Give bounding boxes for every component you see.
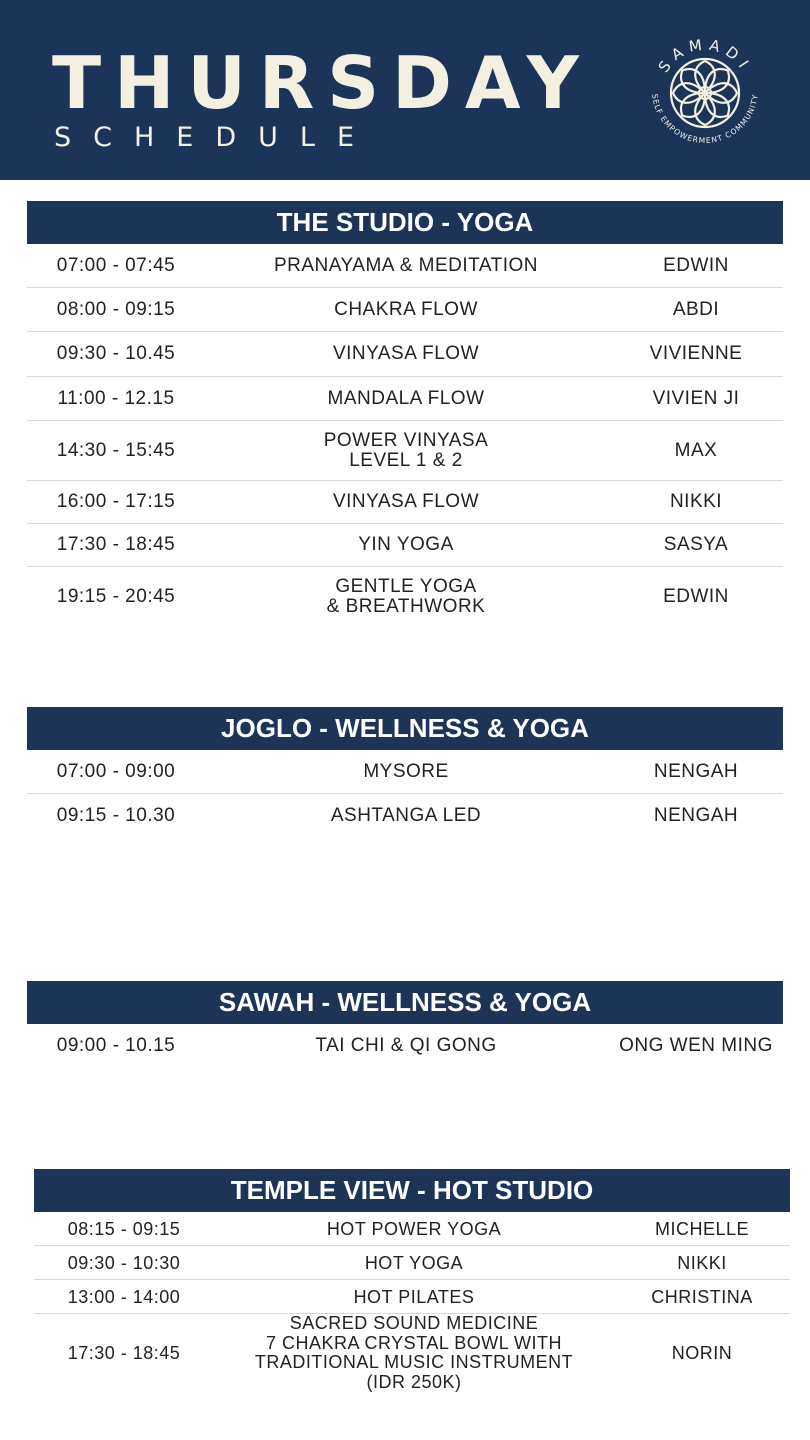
class-cell: POWER VINYASA LEVEL 1 & 2 bbox=[323, 429, 489, 471]
logo-tagline-text: SELF EMPOWERMENT COMMUNITY bbox=[650, 93, 760, 146]
header-banner bbox=[0, 0, 810, 180]
teacher-cell: ONG WEN MING bbox=[619, 1035, 773, 1056]
table-row bbox=[34, 1212, 790, 1246]
teacher-cell: VIVIEN JI bbox=[652, 387, 740, 409]
time-cell: 13:00 - 14:00 bbox=[67, 1286, 181, 1307]
time-cell: 09:15 - 10.30 bbox=[56, 805, 176, 826]
table-row bbox=[27, 1024, 783, 1068]
table-row bbox=[34, 1280, 790, 1314]
table-row bbox=[27, 332, 783, 377]
class-cell: HOT PILATES bbox=[353, 1286, 475, 1307]
class-cell: VINYASA FLOW bbox=[332, 343, 480, 364]
teacher-cell: EDWIN bbox=[663, 586, 729, 607]
table-row bbox=[27, 524, 783, 567]
page-subtitle: SCHEDULE bbox=[54, 122, 377, 153]
teacher-cell: MICHELLE bbox=[654, 1218, 750, 1239]
teacher-cell: ABDI bbox=[672, 298, 720, 320]
table-row bbox=[27, 567, 783, 627]
time-cell: 09:30 - 10.45 bbox=[56, 343, 176, 364]
class-cell: MYSORE bbox=[363, 760, 449, 782]
teacher-cell: CHRISTINA bbox=[651, 1286, 753, 1307]
time-cell: 16:00 - 17:15 bbox=[56, 491, 176, 512]
class-cell: CHAKRA FLOW bbox=[334, 298, 478, 320]
table-row bbox=[27, 377, 783, 421]
section-the-studio bbox=[27, 201, 783, 627]
class-cell: HOT POWER YOGA bbox=[326, 1218, 502, 1239]
time-cell: 09:00 - 10.15 bbox=[56, 1035, 176, 1056]
class-cell: TAI CHI & QI GONG bbox=[315, 1035, 497, 1056]
time-cell: 14:30 - 15:45 bbox=[56, 439, 176, 461]
teacher-cell: MAX bbox=[674, 439, 718, 461]
section-title: JOGLO - WELLNESS & YOGA bbox=[27, 707, 783, 750]
page-title: THURSDAY bbox=[52, 41, 592, 125]
logo-brand-text: SAMADI bbox=[654, 35, 756, 76]
section-joglo bbox=[27, 707, 783, 838]
time-cell: 07:00 - 07:45 bbox=[56, 254, 176, 276]
class-cell: VINYASA FLOW bbox=[332, 491, 480, 512]
teacher-cell: NENGAH bbox=[653, 760, 739, 782]
teacher-cell: EDWIN bbox=[663, 254, 729, 276]
time-cell: 19:15 - 20:45 bbox=[56, 586, 176, 607]
teacher-cell: NORIN bbox=[671, 1343, 733, 1363]
table-row bbox=[27, 750, 783, 794]
time-cell: 08:15 - 09:15 bbox=[67, 1218, 181, 1239]
class-cell: HOT YOGA bbox=[364, 1252, 464, 1273]
table-row bbox=[27, 244, 783, 288]
class-cell: ASHTANGA LED bbox=[330, 805, 482, 826]
time-cell: 17:30 - 18:45 bbox=[56, 534, 176, 555]
table-row bbox=[34, 1314, 790, 1392]
teacher-cell: SASYA bbox=[663, 534, 729, 555]
time-cell: 11:00 - 12.15 bbox=[57, 387, 175, 409]
section-title: TEMPLE VIEW - HOT STUDIO bbox=[34, 1169, 790, 1212]
time-cell: 09:30 - 10:30 bbox=[67, 1252, 181, 1273]
teacher-cell: VIVIENNE bbox=[649, 343, 743, 364]
section-sawah bbox=[27, 981, 783, 1068]
class-cell: MANDALA FLOW bbox=[327, 387, 485, 409]
teacher-cell: NIKKI bbox=[669, 491, 723, 512]
class-cell: YIN YOGA bbox=[358, 534, 454, 555]
table-row bbox=[27, 288, 783, 332]
lotus-mandala-icon bbox=[671, 59, 739, 127]
teacher-cell: NIKKI bbox=[677, 1252, 727, 1273]
time-cell: 17:30 - 18:45 bbox=[67, 1343, 181, 1363]
time-cell: 08:00 - 09:15 bbox=[56, 298, 176, 320]
table-row bbox=[27, 421, 783, 481]
section-title: SAWAH - WELLNESS & YOGA bbox=[27, 981, 783, 1024]
table-row bbox=[27, 481, 783, 524]
time-cell: 07:00 - 09:00 bbox=[56, 760, 176, 782]
section-temple-view bbox=[34, 1169, 790, 1392]
class-cell: PRANAYAMA & MEDITATION bbox=[273, 254, 538, 276]
teacher-cell: NENGAH bbox=[653, 805, 739, 826]
class-cell: GENTLE YOGA & BREATHWORK bbox=[326, 576, 486, 617]
section-title: THE STUDIO - YOGA bbox=[27, 201, 783, 244]
samadi-logo bbox=[640, 28, 770, 158]
table-row bbox=[27, 794, 783, 838]
class-cell: SACRED SOUND MEDICINE 7 CHAKRA CRYSTAL BOWL WITH TRADITIONAL MUSIC INSTRUMENT (IDR 250K) bbox=[254, 1313, 574, 1392]
table-row bbox=[34, 1246, 790, 1280]
